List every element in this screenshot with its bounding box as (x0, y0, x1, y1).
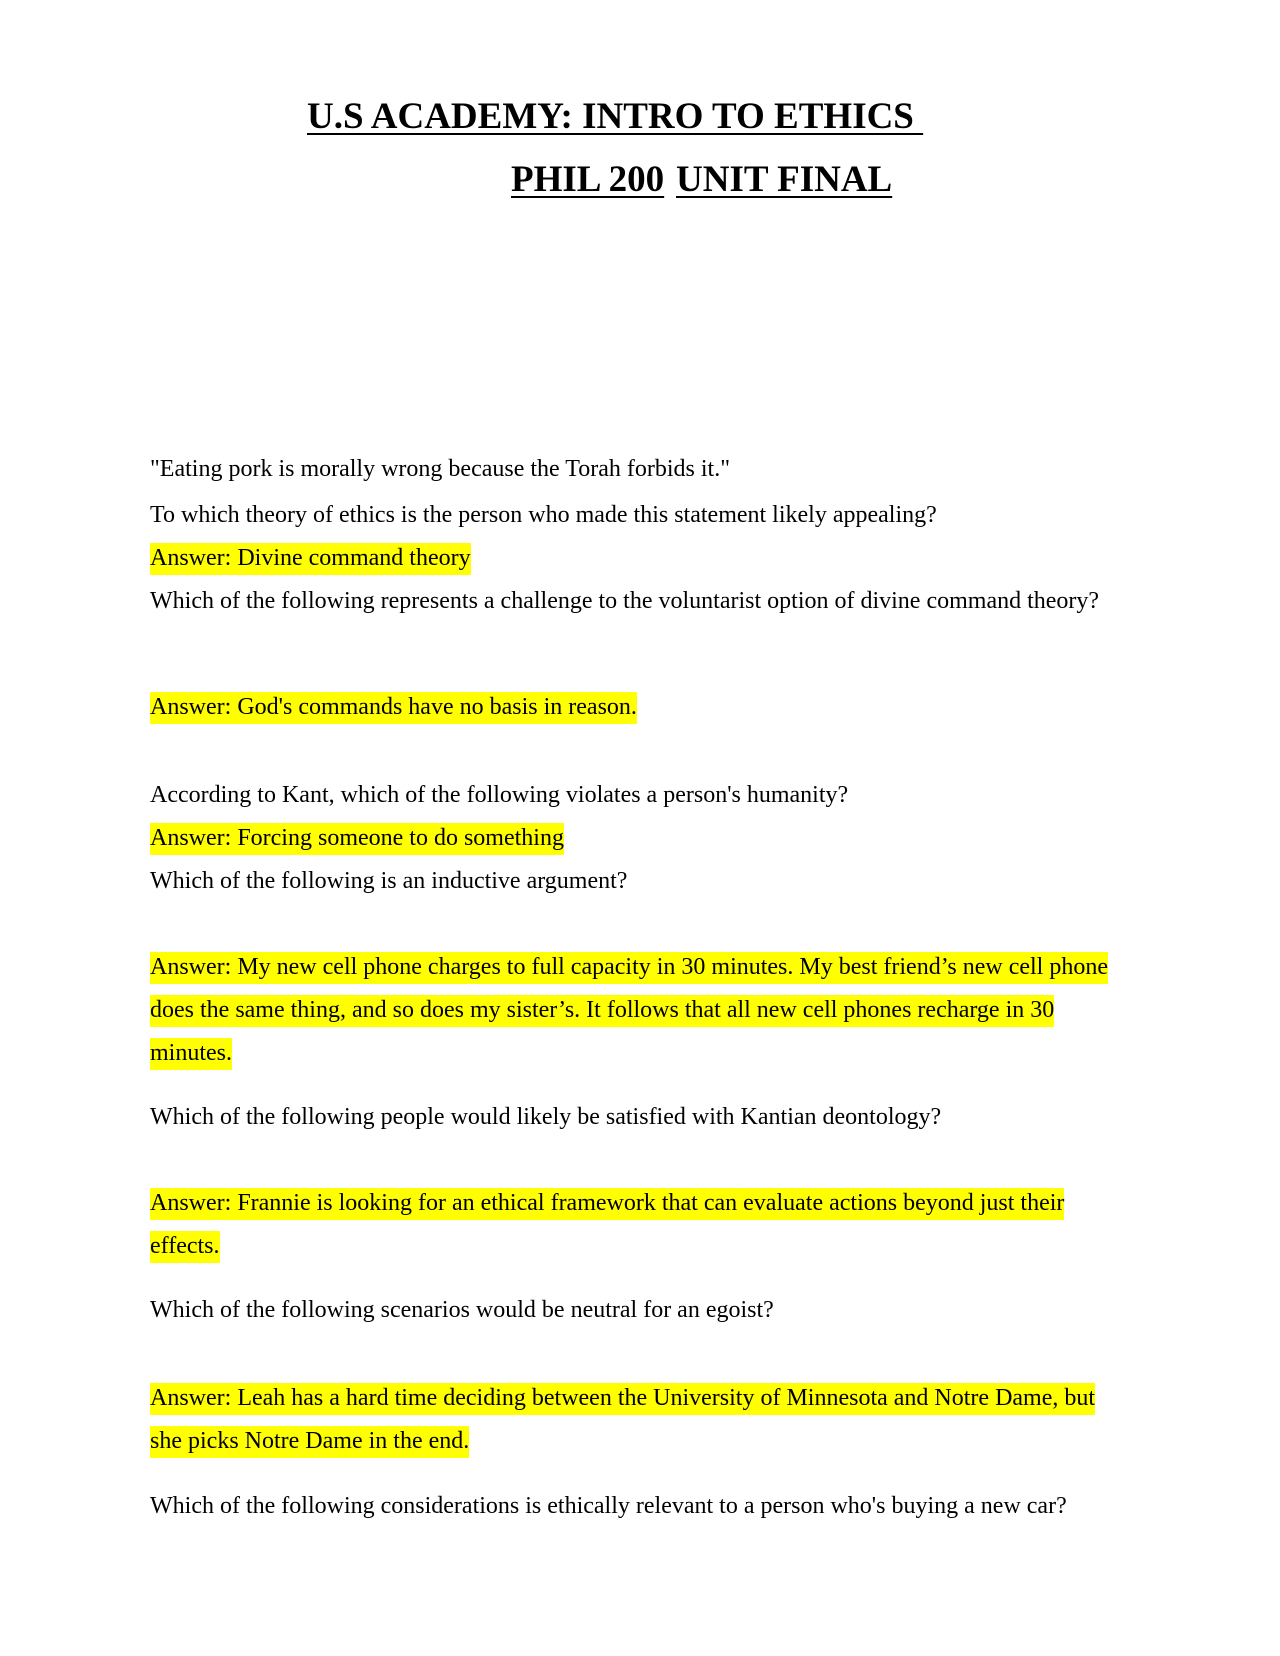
question-2: Which of the following represents a challenge to the voluntarist option of divine command theory? (150, 588, 1100, 614)
document-title-line1: U.S ACADEMY: INTRO TO ETHICS (307, 96, 924, 137)
answer-5: Answer: Frannie is looking for an ethical framework that can evaluate actions beyond just their effects. (150, 1182, 1110, 1268)
question-1: To which theory of ethics is the person who made this statement likely appealing? (150, 502, 937, 528)
answer-4: Answer: My new cell phone charges to full capacity in 30 minutes. My best friend’s new cell phone does the same thing, and so does my sister’s. It follows that all new cell phones recharge in 30 minutes. (150, 946, 1110, 1075)
answer-1: Answer: Divine command theory (150, 537, 1110, 580)
question-3: According to Kant, which of the following violates a person's humanity? (150, 782, 849, 808)
answer-6: Answer: Leah has a hard time deciding between the University of Minnesota and Notre Dame, but she picks Notre Dame in the end. (150, 1377, 1110, 1463)
answer-3: Answer: Forcing someone to do something (150, 817, 1110, 860)
question-7: Which of the following considerations is ethically relevant to a person who's buying a new car? (150, 1493, 1067, 1519)
question-4: Which of the following is an inductive argument? (150, 868, 628, 894)
question-5: Which of the following people would likely be satisfied with Kantian deontology? (150, 1104, 942, 1130)
answer-2: Answer: God's commands have no basis in reason. (150, 686, 1110, 729)
question-quote: "Eating pork is morally wrong because the Torah forbids it." (150, 456, 731, 482)
course-code: PHIL 200 (511, 159, 665, 200)
question-6: Which of the following scenarios would be neutral for an egoist? (150, 1297, 774, 1323)
exam-name: UNIT FINAL (676, 159, 893, 200)
